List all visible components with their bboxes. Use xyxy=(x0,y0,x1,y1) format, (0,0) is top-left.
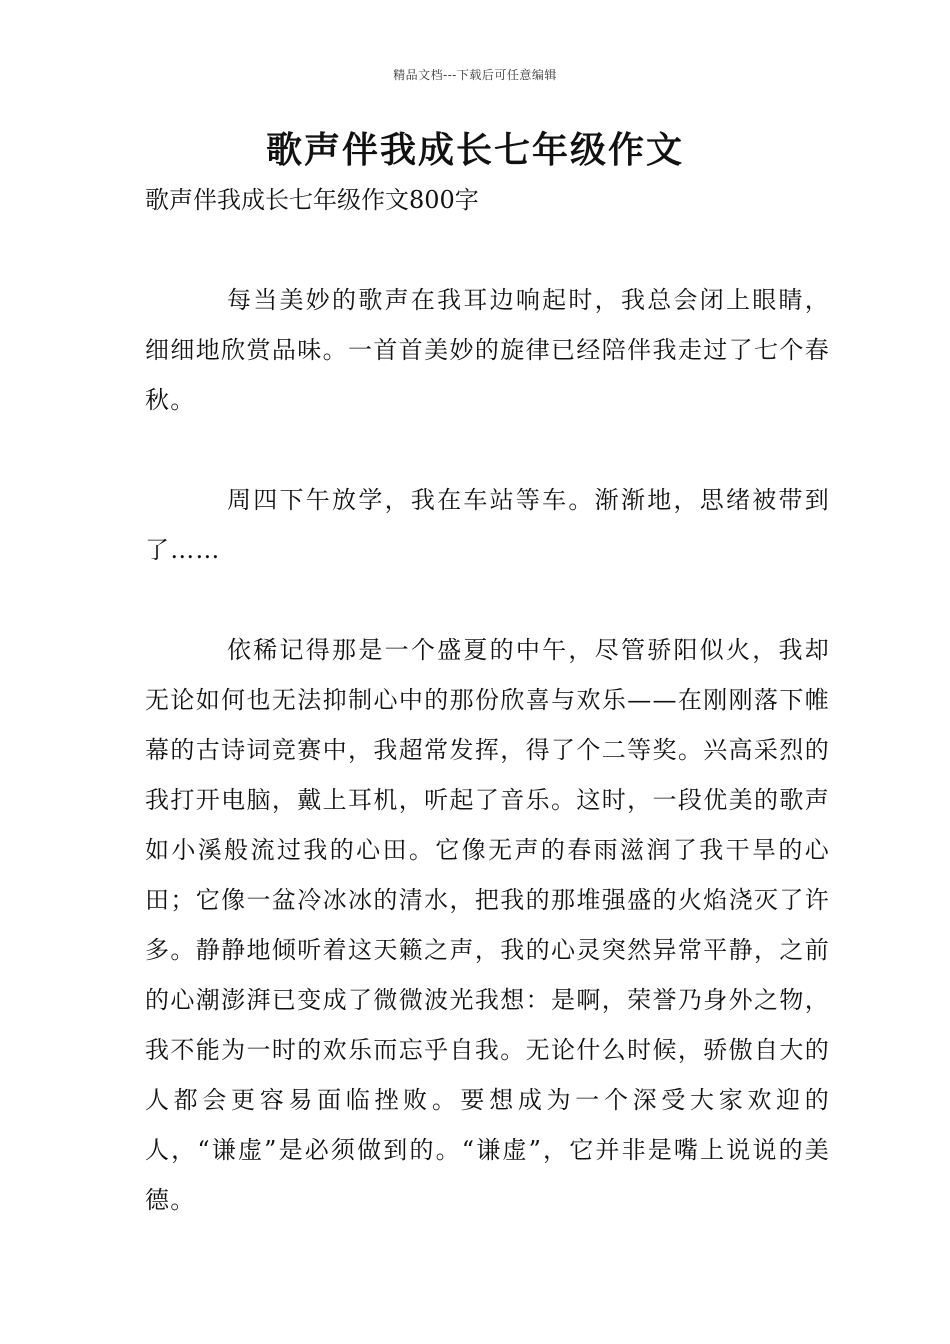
paragraph-2: 周四下午放学，我在车站等车。渐渐地，思绪被带到了…… xyxy=(145,486,830,564)
document-subtitle: 歌声伴我成长七年级作文800字 xyxy=(145,186,479,214)
document-body xyxy=(145,275,830,1275)
paragraph-3: 依稀记得那是一个盛夏的中午，尽管骄阳似火，我却无论如何也无法抑制心中的那份欣喜与欢乐——在刚刚落下帷幕的古诗词竞赛中，我超常发挥，得了个二等奖。兴高采烈的我打开电脑，戴上耳机，听起了音乐。这时，一段优美的歌声如小溪般流过我的心田。它像无声的春雨滋润了我干旱的心田；它像一盆冷冰冰的清水，把我的那堆强盛的火焰浇灭了许多。静静地倾听着这天籁之声，我的心灵突然异常平静，之前的心潮澎湃已变成了微微波光我想：是啊，荣誉乃身外之物，我不能为一时的欢乐而忘乎自我。无论什么时候，骄傲自大的人都会更容易面临挫败。要想成为一个深受大家欢迎的人，“谦虚”是必须做到的。“谦虚”，它并非是嘴上说说的美德。 xyxy=(145,636,830,1214)
paragraph-1: 每当美妙的歌声在我耳边响起时，我总会闭上眼睛，细细地欣赏品味。一首首美妙的旋律已经陪伴我走过了七个春秋。 xyxy=(145,286,830,414)
document-title: 歌声伴我成长七年级作文 xyxy=(265,129,684,171)
header-note: 精品文档---下载后可任意编辑 xyxy=(393,68,557,82)
